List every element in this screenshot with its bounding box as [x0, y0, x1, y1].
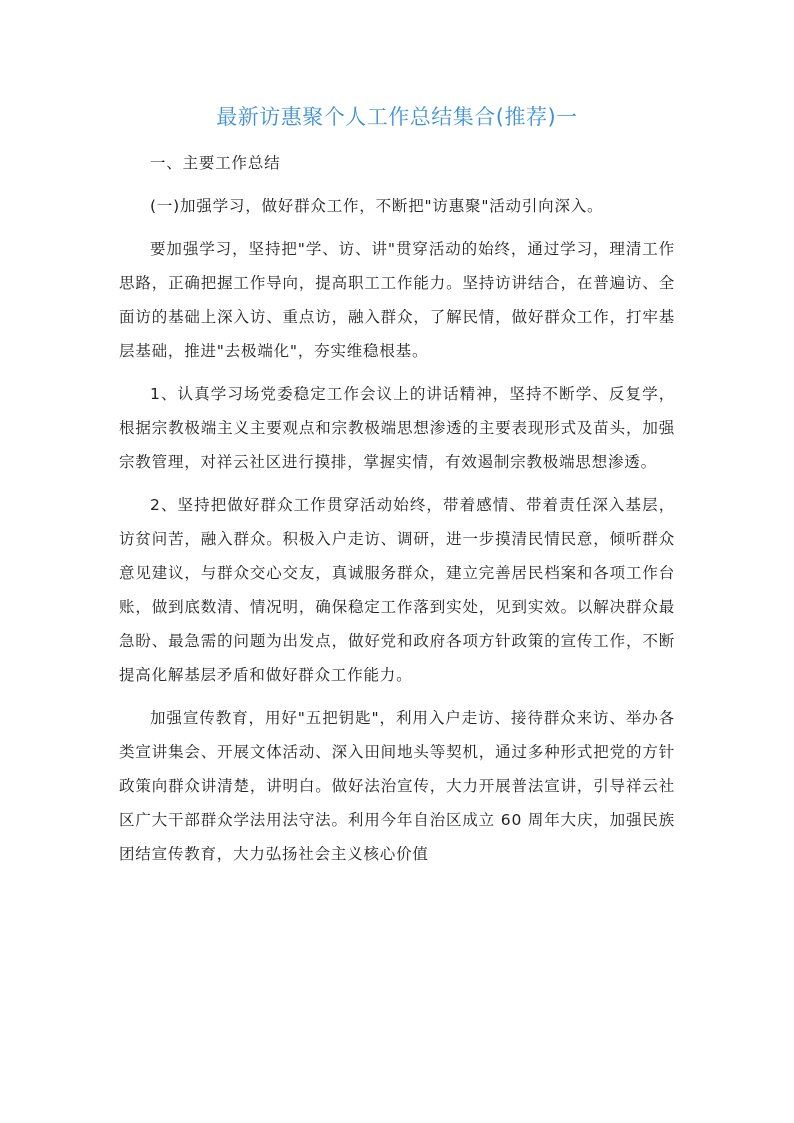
- document-title: 最新访惠聚个人工作总结集合(推荐)一: [216, 105, 578, 129]
- body-paragraph: 2、坚持把做好群众工作贯穿活动始终，带着感情、带着责任深入基层，访贫问苦，融入群众。积极入户走访、调研，进一步摸清民情民意，倾听群众意见建议，与群众交心交友，真诚服务群众，建立完善居民档案和各项工作台账，做到底数清、情况明，确保稳定工作落到实处，见到实效。以解决群众最急盼、最急需的问题为出发点，做好党和政府各项方针政策的宣传工作，不断提高化解基层矛盾和做好群众工作能力。: [119, 496, 675, 684]
- body-paragraph: 要加强学习，坚持把"学、访、讲"贯穿活动的始终，通过学习，理清工作思路，正确把握工作导向，提高职工工作能力。坚持访讲结合，在普遍访、全面访的基础上深入访、重点访，融入群众，了解民情，做好群众工作，打牢基层基础，推进"去极端化"，夯实维稳根基。: [119, 240, 675, 360]
- document-body: [119, 146, 675, 880]
- body-paragraph: 1、认真学习场党委稳定工作会议上的讲话精神，坚持不断学、反复学，根据宗教极端主义主要观点和宗教极端思想渗透的主要表现形式及苗头，加强宗教管理，对祥云社区进行摸排，掌握实情，有效遏制宗教极端思想渗透。: [119, 385, 675, 471]
- section-heading: 一、主要工作总结: [150, 154, 281, 172]
- body-paragraph: 加强宣传教育，用好"五把钥匙"，利用入户走访、接待群众来访、举办各类宣讲集会、开展文体活动、深入田间地头等契机，通过多种形式把党的方针政策向群众讲清楚，讲明白。做好法治宣传，大力开展普法宣讲，引导祥云社区广大干部群众学法用法守法。利用今年自治区成立 60 周年大庆，加强民族团结宣传教育，大力弘扬社会主义核心价值: [119, 709, 675, 863]
- subsection-heading: (一)加强学习，做好群众工作，不断把"访惠聚"活动引向深入。: [150, 197, 604, 215]
